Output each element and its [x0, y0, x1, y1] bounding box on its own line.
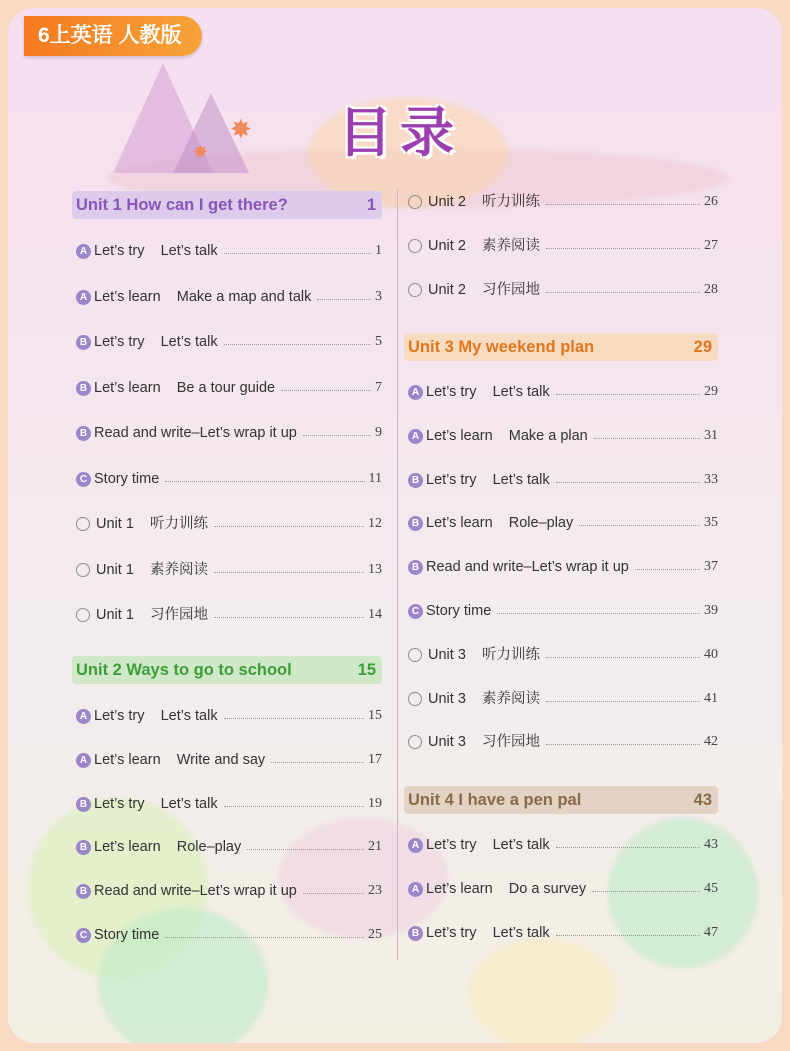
- section-b-icon: B: [76, 335, 91, 350]
- section-a-icon: A: [408, 838, 423, 853]
- dot-leader: [546, 292, 700, 293]
- dot-leader: [579, 525, 700, 526]
- page-title: 目录: [338, 103, 462, 163]
- toc-entry-page: 25: [368, 927, 382, 942]
- unit-header[interactable]: [404, 333, 718, 361]
- section-a-icon: A: [76, 290, 91, 305]
- dot-leader: [546, 657, 700, 658]
- toc-entry-page: 28: [704, 282, 718, 297]
- dot-leader: [317, 299, 371, 300]
- toc-entry-page: 1: [375, 243, 382, 258]
- unit-header[interactable]: [72, 191, 382, 219]
- circle-bullet-icon: [76, 608, 90, 622]
- toc-entry[interactable]: [72, 793, 382, 815]
- toc-entry-title: Unit 3 听力训练: [428, 647, 540, 663]
- toc-entry[interactable]: [404, 235, 718, 257]
- toc-entry[interactable]: [404, 878, 718, 900]
- toc-entry-title: Story time: [426, 603, 492, 619]
- toc-entry[interactable]: [404, 469, 718, 491]
- maple-leaf-icon: ✸: [193, 142, 209, 162]
- toc-entry-title: Unit 2 素养阅读: [428, 238, 540, 254]
- dot-leader: [214, 617, 364, 618]
- toc-entry[interactable]: [404, 922, 718, 944]
- toc-entry-title: Read and write–Let’s wrap it up: [426, 559, 629, 575]
- dot-leader: [635, 569, 700, 570]
- toc-entry-page: 14: [368, 607, 382, 622]
- toc-entry[interactable]: [72, 422, 382, 444]
- toc-entry[interactable]: [404, 279, 718, 301]
- toc-entry-title: Read and write–Let’s wrap it up: [94, 883, 297, 899]
- toc-entry-page: 23: [368, 883, 382, 898]
- unit-title: Unit 4 I have a pen pal: [408, 791, 582, 809]
- dot-leader: [271, 762, 364, 763]
- dot-leader: [497, 613, 700, 614]
- toc-entry-title: Let’s try Let’s talk: [94, 796, 218, 812]
- unit-title: Unit 1 How can I get there?: [76, 196, 288, 214]
- toc-entry-title: Unit 1 习作园地: [96, 607, 208, 623]
- section-b-icon: B: [408, 516, 423, 531]
- dot-leader: [214, 526, 364, 527]
- toc-entry-page: 11: [368, 471, 382, 486]
- section-b-icon: B: [76, 884, 91, 899]
- toc-entry-page: 21: [368, 839, 382, 854]
- toc-entry[interactable]: [72, 377, 382, 399]
- toc-entry-title: Unit 2 听力训练: [428, 194, 540, 210]
- dot-leader: [224, 253, 371, 254]
- toc-entry-title: Unit 1 听力训练: [96, 516, 208, 532]
- toc-entry[interactable]: [72, 749, 382, 771]
- toc-entry[interactable]: [72, 468, 382, 490]
- toc-entry-page: 3: [375, 289, 382, 304]
- toc-entry-title: Story time: [94, 927, 160, 943]
- circle-bullet-icon: [408, 735, 422, 749]
- toc-entry-page: 39: [704, 603, 718, 618]
- unit-title: Unit 3 My weekend plan: [408, 338, 595, 356]
- toc-entry[interactable]: [404, 600, 718, 622]
- dot-leader: [224, 344, 371, 345]
- dot-leader: [556, 847, 700, 848]
- dot-leader: [165, 481, 364, 482]
- toc-entry-title: Let’s try Let’s talk: [94, 334, 218, 350]
- section-b-icon: B: [76, 381, 91, 396]
- toc-entry-page: 31: [704, 428, 718, 443]
- dot-leader: [224, 806, 364, 807]
- dot-leader: [546, 204, 700, 205]
- toc-entry-title: Unit 1 素养阅读: [96, 562, 208, 578]
- dot-leader: [214, 572, 364, 573]
- dot-leader: [247, 849, 364, 850]
- dot-leader: [281, 390, 371, 391]
- section-b-icon: B: [76, 426, 91, 441]
- toc-entry[interactable]: [72, 513, 382, 535]
- toc-entry[interactable]: [404, 556, 718, 578]
- unit-header[interactable]: [72, 656, 382, 684]
- toc-entry-title: Let’s try Let’s talk: [94, 708, 218, 724]
- toc-entry[interactable]: [404, 644, 718, 666]
- unit-header[interactable]: [404, 786, 718, 814]
- toc-entry[interactable]: [72, 836, 382, 858]
- circle-bullet-icon: [408, 239, 422, 253]
- dot-leader: [556, 394, 700, 395]
- grade-edition-badge: 6上英语 人教版: [24, 16, 202, 56]
- toc-entry[interactable]: [72, 705, 382, 727]
- section-b-icon: B: [408, 926, 423, 941]
- unit-title: Unit 2 Ways to go to school: [76, 661, 292, 679]
- unit-page: 15: [357, 661, 376, 679]
- section-c-icon: C: [76, 472, 91, 487]
- toc-entry-title: Let’s try Let’s talk: [426, 925, 550, 941]
- toc-entry[interactable]: [404, 425, 718, 447]
- toc-entry-page: 5: [375, 334, 382, 349]
- toc-entry[interactable]: [72, 924, 382, 946]
- dot-leader: [303, 435, 371, 436]
- dot-leader: [303, 893, 364, 894]
- section-b-icon: B: [76, 840, 91, 855]
- toc-entry-page: 29: [704, 384, 718, 399]
- circle-bullet-icon: [408, 648, 422, 662]
- toc-entry-title: Let’s learn Be a tour guide: [94, 380, 276, 396]
- unit-page: 29: [693, 338, 712, 356]
- dot-leader: [592, 891, 700, 892]
- toc-entry-page: 40: [704, 647, 718, 662]
- toc-entry-title: Let’s learn Make a map and talk: [94, 289, 312, 305]
- dot-leader: [546, 701, 700, 702]
- section-a-icon: A: [408, 385, 423, 400]
- column-divider: [397, 190, 398, 960]
- toc-entry-title: Read and write–Let’s wrap it up: [94, 425, 297, 441]
- toc-entry[interactable]: [72, 240, 382, 262]
- toc-entry-title: Let’s try Let’s talk: [94, 243, 218, 259]
- toc-entry[interactable]: [404, 688, 718, 710]
- toc-entry[interactable]: [404, 834, 718, 856]
- toc-entry-title: Let’s try Let’s talk: [426, 472, 550, 488]
- section-b-icon: B: [76, 797, 91, 812]
- section-b-icon: B: [408, 560, 423, 575]
- circle-bullet-icon: [408, 283, 422, 297]
- toc-entry-title: Unit 3 习作园地: [428, 734, 540, 750]
- dot-leader: [594, 438, 700, 439]
- toc-entry-page: 13: [368, 562, 382, 577]
- circle-bullet-icon: [408, 195, 422, 209]
- dot-leader: [546, 248, 700, 249]
- toc-entry-page: 27: [704, 238, 718, 253]
- toc-entry-page: 47: [704, 925, 718, 940]
- dot-leader: [546, 744, 700, 745]
- dot-leader: [556, 935, 700, 936]
- dot-leader: [224, 718, 364, 719]
- toc-entry[interactable]: [72, 604, 382, 626]
- toc-entry[interactable]: [404, 191, 718, 213]
- toc-entry-title: Let’s learn Write and say: [94, 752, 266, 768]
- toc-entry-page: 15: [368, 708, 382, 723]
- maple-leaf-icon: ✸: [230, 114, 252, 144]
- toc-entry-page: 45: [704, 881, 718, 896]
- toc-entry[interactable]: [404, 731, 718, 753]
- toc-entry-title: Unit 3 素养阅读: [428, 691, 540, 707]
- toc-entry-page: 12: [368, 516, 382, 531]
- toc-entry-title: Let’s learn Role–play: [94, 839, 242, 855]
- toc-entry-title: Story time: [94, 471, 160, 487]
- toc-entry-page: 37: [704, 559, 718, 574]
- toc-entry-page: 19: [368, 796, 382, 811]
- dot-leader: [556, 482, 700, 483]
- toc-entry-title: Let’s learn Do a survey: [426, 881, 587, 897]
- toc-entry-page: 9: [375, 425, 382, 440]
- circle-bullet-icon: [76, 517, 90, 531]
- toc-entry-page: 41: [704, 691, 718, 706]
- toc-entry[interactable]: [72, 880, 382, 902]
- circle-bullet-icon: [76, 563, 90, 577]
- toc-entry[interactable]: [404, 381, 718, 403]
- toc-entry-page: 33: [704, 472, 718, 487]
- section-a-icon: A: [76, 753, 91, 768]
- toc-entry-title: Let’s learn Make a plan: [426, 428, 588, 444]
- circle-bullet-icon: [408, 692, 422, 706]
- section-a-icon: A: [76, 244, 91, 259]
- toc-entry-title: Let’s try Let’s talk: [426, 384, 550, 400]
- toc-entry[interactable]: [72, 286, 382, 308]
- toc-entry-page: 42: [704, 734, 718, 749]
- toc-entry-title: Unit 2 习作园地: [428, 282, 540, 298]
- section-a-icon: A: [76, 709, 91, 724]
- toc-entry[interactable]: [72, 331, 382, 353]
- decor-bubble: [468, 938, 618, 1043]
- unit-page: 1: [366, 196, 376, 214]
- section-c-icon: C: [408, 604, 423, 619]
- section-b-icon: B: [408, 473, 423, 488]
- toc-entry-title: Let’s try Let’s talk: [426, 837, 550, 853]
- dot-leader: [165, 937, 364, 938]
- toc-entry-title: Let’s learn Role–play: [426, 515, 574, 531]
- toc-entry-page: 35: [704, 515, 718, 530]
- section-a-icon: A: [408, 429, 423, 444]
- toc-entry-page: 43: [704, 837, 718, 852]
- toc-entry[interactable]: [404, 512, 718, 534]
- toc-entry-page: 26: [704, 194, 718, 209]
- toc-entry[interactable]: [72, 559, 382, 581]
- section-a-icon: A: [408, 882, 423, 897]
- unit-page: 43: [693, 791, 712, 809]
- toc-entry-page: 17: [368, 752, 382, 767]
- toc-entry-page: 7: [375, 380, 382, 395]
- section-c-icon: C: [76, 928, 91, 943]
